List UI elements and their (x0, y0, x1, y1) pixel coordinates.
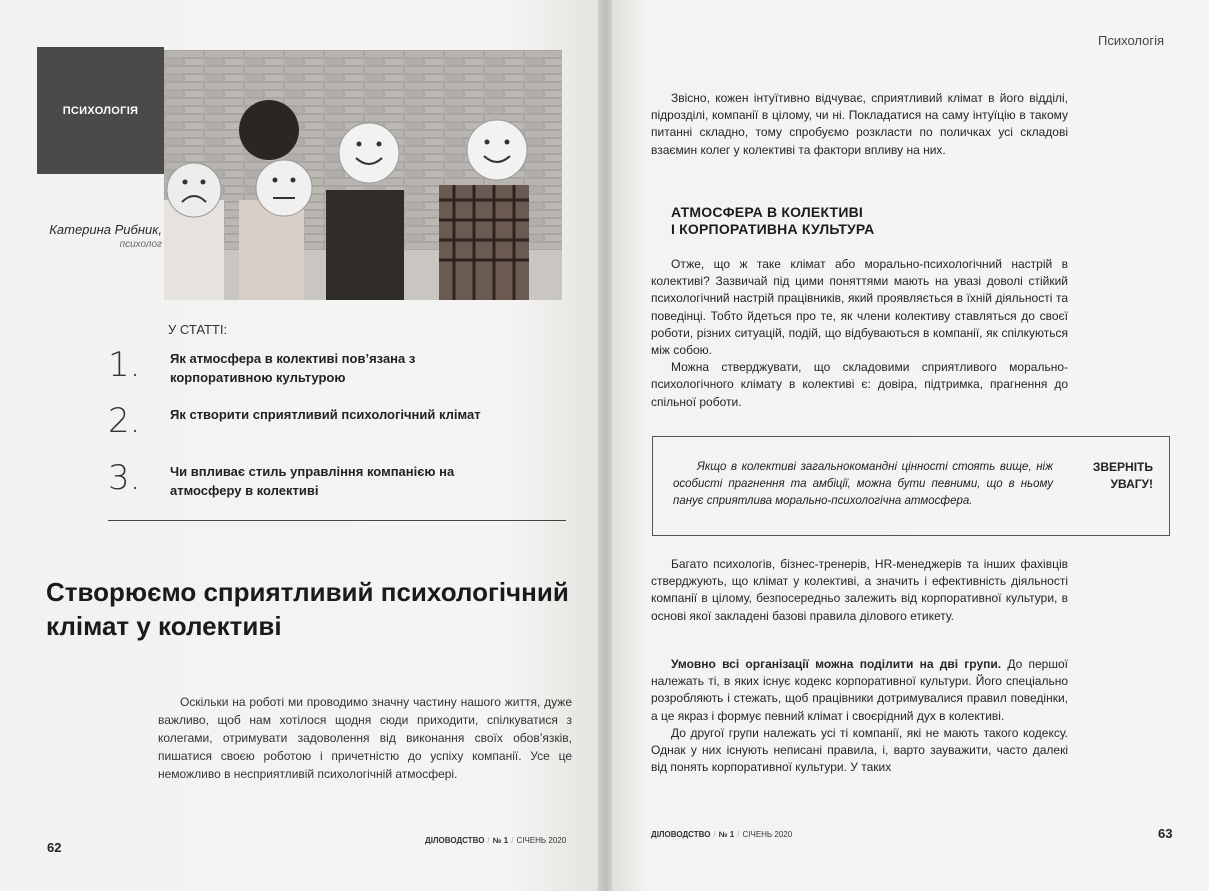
body-text (651, 256, 1068, 411)
paragraph-rest: До першої належать ті, в яких існує кодекс корпоративної культури. Його спеціально розробляють і стежать, щоб працівники дотримувалися правил поведінки, а це якраз і формує певний клімат і своєрідний дух в колективі. (651, 657, 1068, 723)
toc-text: Чи впливає стиль управління компанією на атмосферу в колективі (170, 464, 455, 498)
paragraph: Багато психологів, бізнес-тренерів, HR-менеджерів та інших фахівців стверджують, що клімат у колективі, а значить і ефективність діяльності компанії в цілому, безпосередньо залежить від корпоративної культури, в основі якої закладені базові правила ділового етикету. (651, 557, 1068, 623)
footer-magazine: ДІЛОВОДСТВО (651, 830, 711, 839)
toc-number: 2. (108, 401, 141, 441)
section-heading (671, 204, 874, 238)
toc-number: 1. (108, 345, 141, 385)
toc-number: 3. (108, 458, 141, 498)
author-block (20, 222, 162, 250)
attention-label-line: УВАГУ! (1110, 477, 1153, 491)
body-text (651, 90, 1068, 159)
author-role: психолог (119, 239, 162, 250)
body-text (651, 556, 1068, 625)
paragraph: Звісно, кожен інтуїтивно відчуває, сприятливий клімат в його відділі, підрозділі, компанії в цілому, чи ні. Покладатися на саму інтуїцію в такому питанні складно, тому спробуємо розкласти по поличках усі складові взаємин колег у колективі та фактори впливу на них. (651, 91, 1068, 157)
attention-label-line: ЗВЕРНІТЬ (1092, 460, 1153, 474)
divider (108, 520, 566, 521)
page-number: 63 (1158, 826, 1173, 841)
body-text (651, 656, 1068, 776)
running-head: Психологія (1098, 33, 1165, 48)
author-name: Катерина Рибник, (49, 222, 162, 237)
left-page (0, 0, 600, 891)
intro-paragraph: Оскільки на роботі ми проводимо значну частину нашого життя, дуже важливо, щоб нам хотілося щодня сюди приходити, спілкуватися з колегами, отримувати задоволення від виконання своїх обов’язків, пишатися своєю роботою і причетністю до успіху компанії. Усе це неможливо в несприятливій психологічній атмосфері. (158, 695, 572, 781)
bold-lead: Умовно всі організації можна поділити на дві групи. (671, 657, 1002, 671)
toc-text: Як створити сприятливий психологічний клімат (170, 407, 481, 422)
footer-date: СІЧЕНЬ 2020 (516, 836, 567, 845)
paragraph (651, 656, 1068, 725)
article-title: Створюємо сприятливий психологічний клімат у колективі (46, 577, 569, 641)
footer-issue: № 1 (492, 836, 509, 845)
attention-label (1093, 459, 1153, 493)
section-heading-line: АТМОСФЕРА В КОЛЕКТИВІ (671, 204, 863, 220)
article-photo (164, 50, 562, 300)
page-footer: ДІЛОВОДСТВО / № 1 / СІЧЕНЬ 2020 (425, 836, 567, 845)
paragraph: Отже, що ж таке клімат або морально-психологічний настрій в колективі? Зазвичай під цими поняттями мають на увазі доволі стійкий психологічний настрій працівників, який проявляється в їхній діяльності та поведінці. Тобто йдеться про те, як члени колективу ставляться до своєї роботи, різних ситуацій, подій, що відбуваються в компанії, як спілкуються між собою. (651, 257, 1068, 358)
page-number: 62 (47, 840, 62, 855)
toc-text: Як атмосфера в колективі пов’язана з корпоративною культурою (170, 351, 416, 385)
attention-text: Якщо в колективі загальнокомандні цінності стоять вище, ніж особисті прагнення та амбіції, можна бути певними, що в ньому панує сприятлива морально-психологічна атмосфера. (673, 461, 1053, 507)
toc-heading: У СТАТТІ: (168, 322, 228, 337)
footer-magazine: ДІЛОВОДСТВО (425, 836, 485, 845)
paragraph: До другої групи належать усі ті компанії, які не мають такого кодексу. Однак у них існують неписані правила, і, варто зауважити, часто далекі від понять корпоративної культури. У таких (651, 725, 1068, 775)
attention-box (652, 436, 1170, 536)
footer-date: СІЧЕНЬ 2020 (742, 830, 793, 839)
paragraph: Можна стверджувати, що складовими сприятливого морально-психологічного клімату в колективі є: довіра, підтримка, прагнення до спільної роботи. (651, 360, 1068, 409)
footer-issue: № 1 (718, 830, 735, 839)
rubric-label: ПСИХОЛОГІЯ (37, 47, 164, 174)
section-heading-line: І КОРПОРАТИВНА КУЛЬТУРА (671, 221, 875, 237)
page-footer: ДІЛОВОДСТВО / № 1 / СІЧЕНЬ 2020 (651, 830, 793, 839)
